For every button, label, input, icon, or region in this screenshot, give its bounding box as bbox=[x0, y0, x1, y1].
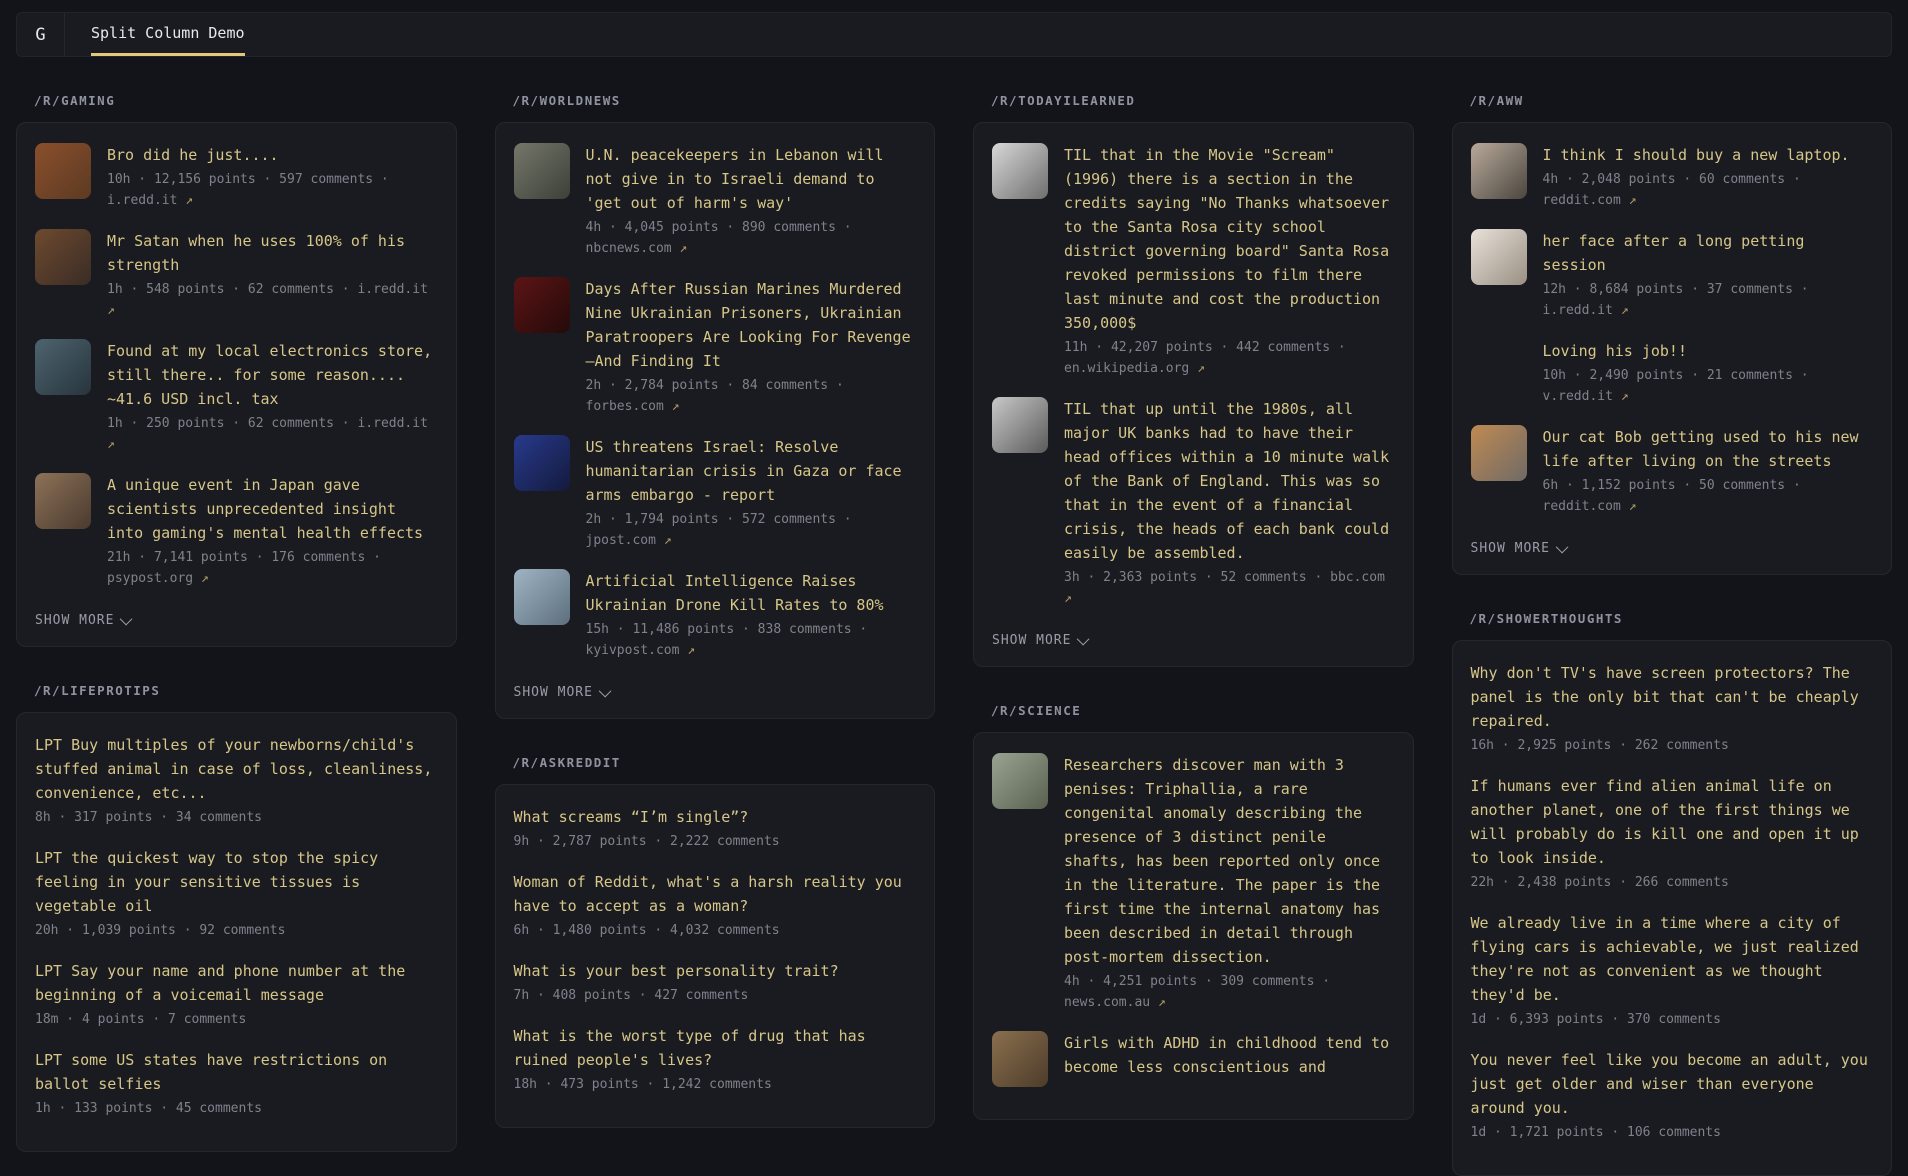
post-body bbox=[586, 435, 917, 551]
post-meta-text: 1h · 133 points · 45 comments bbox=[35, 1101, 262, 1116]
chevron-down-icon bbox=[1077, 633, 1090, 646]
post-domain-text: v.redd.it bbox=[1542, 389, 1613, 404]
post-meta-text: 11h · 42,207 points · 442 comments bbox=[1064, 340, 1331, 355]
post-title[interactable]: Mr Satan when he uses 100% of his strength bbox=[107, 232, 406, 274]
post-domain-text: jpost.com bbox=[585, 533, 656, 548]
post-meta-text: 4h · 2,048 points · 60 comments bbox=[1542, 172, 1786, 187]
post-meta-text: 1d · 1,721 points · 106 comments bbox=[1470, 1125, 1721, 1140]
chevron-down-icon bbox=[1556, 541, 1569, 554]
post-row[interactable] bbox=[35, 1048, 438, 1119]
post-row[interactable] bbox=[992, 143, 1395, 379]
post-title[interactable]: U.N. peacekeepers in Lebanon will not give in to Israeli demand to 'get out of harm's way' bbox=[585, 146, 884, 212]
post-body bbox=[586, 569, 917, 661]
subreddit-section bbox=[495, 755, 936, 1128]
post-domain-text: i.redd.it bbox=[357, 416, 428, 431]
post-domain-link[interactable] bbox=[586, 241, 688, 256]
subreddit-section bbox=[495, 93, 936, 719]
post-domain-link[interactable] bbox=[1543, 389, 1629, 404]
post-thumbnail[interactable] bbox=[1471, 229, 1527, 285]
post-body bbox=[1471, 1048, 1874, 1143]
post-thumbnail[interactable] bbox=[992, 143, 1048, 199]
post-meta-text: 4h · 4,251 points · 309 comments bbox=[1064, 974, 1315, 989]
post-meta bbox=[107, 169, 438, 211]
post-body bbox=[107, 143, 438, 211]
post-body bbox=[107, 473, 438, 589]
post-body bbox=[1064, 397, 1395, 609]
post-meta-text: 10h · 12,156 points · 597 comments bbox=[107, 172, 374, 187]
post-meta bbox=[1543, 169, 1874, 211]
post-meta bbox=[35, 920, 438, 941]
post-meta-text: 22h · 2,438 points · 266 comments bbox=[1470, 875, 1729, 890]
subreddit-section bbox=[1452, 93, 1893, 575]
post-body bbox=[1064, 753, 1395, 1013]
post-body bbox=[107, 229, 438, 321]
post-meta bbox=[1064, 337, 1395, 379]
post-meta-text: 6h · 1,152 points · 50 comments bbox=[1542, 478, 1786, 493]
post-meta-sep: · bbox=[1785, 172, 1801, 187]
feed-column bbox=[495, 57, 936, 1176]
post-meta bbox=[586, 509, 917, 551]
post-row[interactable] bbox=[514, 870, 917, 941]
post-domain-text: forbes.com bbox=[585, 399, 664, 414]
post-row[interactable] bbox=[1471, 339, 1874, 407]
post-title[interactable]: her face after a long petting session bbox=[1542, 232, 1805, 274]
post-body bbox=[35, 846, 438, 941]
post-meta-sep: · bbox=[828, 378, 844, 393]
post-thumbnail[interactable] bbox=[992, 1031, 1048, 1087]
post-domain-text: en.wikipedia.org bbox=[1064, 361, 1190, 376]
post-meta-text: 18m · 4 points · 7 comments bbox=[35, 1012, 247, 1027]
show-more-button[interactable] bbox=[992, 627, 1089, 652]
post-row[interactable] bbox=[514, 143, 917, 259]
post-title[interactable]: I think I should buy a new laptop. bbox=[1542, 146, 1850, 164]
post-body bbox=[107, 339, 438, 455]
post-meta bbox=[514, 920, 917, 941]
tab-label: Split Column Demo bbox=[91, 13, 245, 56]
post-thumbnail[interactable] bbox=[35, 229, 91, 285]
post-body bbox=[1064, 1031, 1395, 1087]
post-meta bbox=[107, 547, 438, 589]
post-row[interactable] bbox=[1471, 229, 1874, 321]
post-list-panel bbox=[495, 122, 936, 719]
post-meta bbox=[1064, 567, 1395, 609]
post-domain-link[interactable] bbox=[586, 399, 680, 414]
post-domain-text: kyivpost.com bbox=[585, 643, 680, 658]
post-row[interactable] bbox=[35, 473, 438, 589]
post-meta-text: 15h · 11,486 points · 838 comments bbox=[585, 622, 852, 637]
post-body bbox=[1064, 143, 1395, 379]
post-body bbox=[35, 733, 438, 828]
show-more-label: SHOW MORE bbox=[992, 633, 1072, 648]
post-row[interactable] bbox=[514, 569, 917, 661]
post-meta bbox=[1471, 872, 1874, 893]
post-row[interactable] bbox=[992, 1031, 1395, 1087]
post-thumbnail[interactable] bbox=[35, 473, 91, 529]
post-meta bbox=[35, 1009, 438, 1030]
post-domain-text: i.redd.it bbox=[107, 193, 178, 208]
app-logo[interactable]: G bbox=[17, 13, 65, 56]
post-title[interactable]: What is the worst type of drug that has ruined people's lives? bbox=[513, 1027, 866, 1069]
post-thumbnail bbox=[1471, 339, 1527, 395]
post-meta-sep: · bbox=[333, 416, 358, 431]
subreddit-section bbox=[16, 683, 457, 1152]
feed-column bbox=[16, 57, 457, 1176]
post-meta-text: 2h · 1,794 points · 572 comments bbox=[585, 512, 836, 527]
post-row[interactable] bbox=[35, 229, 438, 321]
external-link-icon: ↗ bbox=[107, 303, 115, 318]
post-body bbox=[35, 1048, 438, 1119]
post-domain-text: i.redd.it bbox=[357, 282, 428, 297]
show-more-label: SHOW MORE bbox=[1470, 541, 1550, 556]
post-title[interactable]: What is your best personality trait? bbox=[513, 962, 839, 980]
subreddit-header: /R/LIFEPROTIPS bbox=[34, 683, 161, 698]
post-meta-sep: · bbox=[1785, 478, 1801, 493]
post-meta bbox=[1543, 279, 1874, 321]
post-meta-text: 2h · 2,784 points · 84 comments bbox=[585, 378, 829, 393]
post-title[interactable]: We already live in a time where a city of flying cars is achievable, we just realized they're not as convenient as we thought they'd be. bbox=[1470, 914, 1859, 1004]
post-meta-text: 8h · 317 points · 34 comments bbox=[35, 810, 262, 825]
post-title[interactable]: LPT Say your name and phone number at the beginning of a voicemail message bbox=[35, 962, 406, 1004]
post-meta-sep: · bbox=[1330, 340, 1346, 355]
post-row[interactable] bbox=[992, 397, 1395, 609]
post-title[interactable]: Loving his job!! bbox=[1542, 342, 1687, 360]
show-more-label: SHOW MORE bbox=[513, 685, 593, 700]
post-title[interactable]: You never feel like you become an adult, you just get older and wiser than everyone around you. bbox=[1470, 1051, 1868, 1117]
post-meta bbox=[35, 1098, 438, 1119]
post-body bbox=[586, 143, 917, 259]
post-title[interactable]: Artificial Intelligence Raises Ukrainian Drone Kill Rates to 80% bbox=[585, 572, 884, 614]
post-meta-sep: · bbox=[851, 622, 868, 637]
post-domain-text: nbcnews.com bbox=[585, 241, 672, 256]
post-list-panel bbox=[495, 784, 936, 1128]
post-row[interactable] bbox=[1471, 425, 1874, 517]
external-link-icon: ↗ bbox=[663, 533, 672, 548]
post-thumbnail[interactable] bbox=[514, 435, 570, 491]
post-title[interactable]: Bro did he just.... bbox=[107, 146, 279, 164]
external-link-icon: ↗ bbox=[107, 437, 115, 452]
post-meta bbox=[35, 807, 438, 828]
subreddit-section bbox=[1452, 611, 1893, 1176]
post-domain-link[interactable] bbox=[586, 533, 672, 548]
post-meta-sep: · bbox=[1792, 368, 1809, 383]
top-bar bbox=[16, 12, 1892, 57]
post-title[interactable]: Our cat Bob getting used to his new life after living on the streets bbox=[1542, 428, 1859, 470]
post-title[interactable]: TIL that in the Movie "Scream" (1996) there is a section in the credits saying "No Thanks whatsoever to the Santa Rosa city school district governing board" Santa Rosa revoked permissions to film there last minute and cost the production 350,000$ bbox=[1064, 146, 1390, 332]
post-meta bbox=[514, 985, 917, 1006]
subreddit-header: /R/AWW bbox=[1469, 93, 1524, 108]
post-title[interactable]: Woman of Reddit, what's a harsh reality you have to accept as a woman? bbox=[513, 873, 902, 915]
external-link-icon: ↗ bbox=[671, 399, 680, 414]
post-meta bbox=[1064, 971, 1395, 1013]
post-title[interactable]: LPT Buy multiples of your newborns/child's stuffed animal in case of loss, cleanliness, convenience, etc... bbox=[35, 736, 433, 802]
post-meta-text: 9h · 2,787 points · 2,222 comments bbox=[513, 834, 780, 849]
post-title[interactable]: Days After Russian Marines Murdered Nine Ukrainian Prisoners, Ukrainian Paratroopers Are Looking For Revenge—And Finding It bbox=[585, 280, 911, 370]
subreddit-header: /R/TODAYILEARNED bbox=[991, 93, 1136, 108]
post-domain-text: psypost.org bbox=[107, 571, 194, 586]
chevron-down-icon bbox=[120, 613, 133, 626]
post-title[interactable]: US threatens Israel: Resolve humanitarian crisis in Gaza or face arms embargo - report bbox=[585, 438, 902, 504]
post-thumbnail[interactable] bbox=[1471, 425, 1527, 481]
post-title[interactable]: Found at my local electronics store, still there.. for some reason.... ~41.6 USD incl. tax bbox=[107, 342, 433, 408]
post-domain-link[interactable] bbox=[1064, 995, 1166, 1010]
external-link-icon: ↗ bbox=[1157, 995, 1166, 1010]
post-body bbox=[586, 277, 917, 417]
post-thumbnail[interactable] bbox=[514, 277, 570, 333]
post-meta-sep: · bbox=[1314, 974, 1331, 989]
post-title[interactable]: Girls with ADHD in childhood tend to become less conscientious and bbox=[1064, 1034, 1390, 1076]
post-meta bbox=[1471, 735, 1874, 756]
post-meta bbox=[514, 831, 917, 852]
post-meta-text: 1h · 548 points · 62 comments bbox=[107, 282, 334, 297]
post-list-panel bbox=[973, 122, 1414, 667]
post-meta bbox=[586, 375, 917, 417]
show-more-label: SHOW MORE bbox=[35, 613, 115, 628]
post-meta-text: 20h · 1,039 points · 92 comments bbox=[35, 923, 286, 938]
post-domain-text: reddit.com bbox=[1542, 499, 1621, 514]
post-title[interactable]: Why don't TV's have screen protectors? The panel is the only bit that can't be cheaply repaired. bbox=[1470, 664, 1859, 730]
external-link-icon: ↗ bbox=[1620, 389, 1629, 404]
chevron-down-icon bbox=[599, 685, 612, 698]
post-title[interactable]: A unique event in Japan gave scientists unprecedented insight into gaming's mental health effects bbox=[107, 476, 424, 542]
post-row[interactable] bbox=[514, 805, 917, 852]
post-list-panel bbox=[1452, 122, 1893, 575]
post-domain-link[interactable] bbox=[107, 193, 193, 208]
post-body bbox=[1543, 425, 1874, 517]
post-row[interactable] bbox=[35, 733, 438, 828]
post-domain-text: news.com.au bbox=[1064, 995, 1151, 1010]
post-body bbox=[1471, 774, 1874, 893]
post-meta-text: 7h · 408 points · 427 comments bbox=[513, 988, 749, 1003]
post-meta-sep: · bbox=[1792, 282, 1809, 297]
post-title[interactable]: Researchers discover man with 3 penises: Triphallia, a rare congenital anomaly describing the presence of 3 distinct penile shafts, has been reported only once in the literature. The paper is the first time the internal anatomy has been described in detail through post-mortem dissection. bbox=[1064, 756, 1381, 966]
post-meta-sep: · bbox=[333, 282, 358, 297]
subreddit-section bbox=[973, 93, 1414, 667]
subreddit-header: /R/WORLDNEWS bbox=[512, 93, 621, 108]
post-domain-link[interactable] bbox=[1543, 303, 1629, 318]
feed-column bbox=[973, 57, 1414, 1176]
post-meta-text: 6h · 1,480 points · 4,032 comments bbox=[513, 923, 780, 938]
post-body bbox=[514, 1024, 917, 1095]
external-link-icon: ↗ bbox=[1628, 499, 1637, 514]
post-list-panel bbox=[973, 732, 1414, 1120]
post-thumbnail[interactable] bbox=[514, 143, 570, 199]
post-body bbox=[1543, 143, 1874, 211]
post-body bbox=[1471, 911, 1874, 1030]
post-row[interactable] bbox=[35, 846, 438, 941]
post-meta bbox=[1543, 475, 1874, 517]
post-row[interactable] bbox=[35, 143, 438, 211]
feed-column bbox=[1452, 57, 1893, 1176]
external-link-icon: ↗ bbox=[687, 643, 696, 658]
show-more-button[interactable] bbox=[1471, 535, 1568, 560]
post-domain-text: i.redd.it bbox=[1542, 303, 1613, 318]
external-link-icon: ↗ bbox=[1064, 591, 1072, 606]
external-link-icon: ↗ bbox=[1197, 361, 1205, 376]
external-link-icon: ↗ bbox=[1628, 193, 1637, 208]
post-list-panel bbox=[1452, 640, 1893, 1176]
post-body bbox=[514, 959, 917, 1006]
post-meta-text: 4h · 4,045 points · 890 comments bbox=[585, 220, 836, 235]
post-title[interactable]: LPT the quickest way to stop the spicy feeling in your sensitive tissues is vegetable oil bbox=[35, 849, 379, 915]
subreddit-section bbox=[16, 93, 457, 647]
post-title[interactable]: What screams “I’m single”? bbox=[513, 808, 749, 826]
post-row[interactable] bbox=[1471, 143, 1874, 211]
post-meta-text: 3h · 2,363 points · 52 comments bbox=[1064, 570, 1307, 585]
post-body bbox=[514, 805, 917, 852]
post-meta-sep: · bbox=[365, 550, 381, 565]
post-title[interactable]: If humans ever find alien animal life on another planet, one of the first things we will probably do is kill one and open it up to look inside. bbox=[1470, 777, 1859, 867]
post-meta bbox=[514, 1074, 917, 1095]
post-title[interactable]: TIL that up until the 1980s, all major UK banks had to have their head offices within a 10 minute walk of the Bank of England. This was so that in the event of a financial crisis, the heads of each bank could easily be assembled. bbox=[1064, 400, 1390, 562]
post-domain-link[interactable] bbox=[1543, 499, 1637, 514]
post-meta-sep: · bbox=[373, 172, 389, 187]
post-domain-link[interactable] bbox=[1064, 361, 1205, 376]
columns-grid bbox=[0, 57, 1908, 1176]
show-more-button[interactable] bbox=[514, 679, 611, 704]
post-row[interactable] bbox=[35, 339, 438, 455]
tab-split-column-demo[interactable] bbox=[65, 13, 271, 56]
post-row[interactable] bbox=[514, 435, 917, 551]
post-domain-text: reddit.com bbox=[1542, 193, 1621, 208]
subreddit-header: /R/SHOWERTHOUGHTS bbox=[1469, 611, 1623, 626]
post-meta-text: 18h · 473 points · 1,242 comments bbox=[513, 1077, 772, 1092]
post-meta bbox=[107, 413, 438, 455]
post-row[interactable] bbox=[514, 277, 917, 417]
post-thumbnail[interactable] bbox=[35, 143, 91, 199]
post-domain-link[interactable] bbox=[1543, 193, 1637, 208]
post-list-panel bbox=[16, 712, 457, 1152]
post-row[interactable] bbox=[1471, 911, 1874, 1030]
post-meta-text: 1d · 6,393 points · 370 comments bbox=[1470, 1012, 1721, 1027]
post-meta bbox=[586, 619, 917, 661]
subreddit-section bbox=[973, 703, 1414, 1120]
post-domain-link[interactable] bbox=[586, 643, 696, 658]
show-more-button[interactable] bbox=[35, 607, 132, 632]
subreddit-header: /R/ASKREDDIT bbox=[512, 755, 621, 770]
post-meta bbox=[107, 279, 438, 321]
post-row[interactable] bbox=[514, 959, 917, 1006]
post-row[interactable] bbox=[992, 753, 1395, 1013]
subreddit-header: /R/GAMING bbox=[34, 93, 116, 108]
post-domain-text: bbc.com bbox=[1330, 570, 1385, 585]
post-meta bbox=[1471, 1122, 1874, 1143]
external-link-icon: ↗ bbox=[1620, 303, 1629, 318]
post-meta-text: 16h · 2,925 points · 262 comments bbox=[1470, 738, 1729, 753]
post-thumbnail[interactable] bbox=[992, 397, 1048, 453]
post-body bbox=[35, 959, 438, 1030]
post-meta-sep: · bbox=[835, 512, 852, 527]
post-thumbnail[interactable] bbox=[514, 569, 570, 625]
post-meta-text: 10h · 2,490 points · 21 comments bbox=[1542, 368, 1793, 383]
post-row[interactable] bbox=[1471, 661, 1874, 756]
post-meta bbox=[1471, 1009, 1874, 1030]
external-link-icon: ↗ bbox=[185, 193, 194, 208]
post-row[interactable] bbox=[514, 1024, 917, 1095]
post-body bbox=[1543, 339, 1874, 407]
post-row[interactable] bbox=[1471, 1048, 1874, 1143]
post-row[interactable] bbox=[35, 959, 438, 1030]
post-meta bbox=[586, 217, 917, 259]
post-body bbox=[1543, 229, 1874, 321]
post-row[interactable] bbox=[1471, 774, 1874, 893]
post-meta-sep: · bbox=[835, 220, 852, 235]
post-thumbnail[interactable] bbox=[35, 339, 91, 395]
post-meta-text: 21h · 7,141 points · 176 comments bbox=[107, 550, 366, 565]
post-thumbnail[interactable] bbox=[1471, 143, 1527, 199]
external-link-icon: ↗ bbox=[200, 571, 209, 586]
post-meta bbox=[1543, 365, 1874, 407]
post-meta-sep: · bbox=[1306, 570, 1331, 585]
post-meta-text: 12h · 8,684 points · 37 comments bbox=[1542, 282, 1793, 297]
post-domain-link[interactable] bbox=[107, 571, 209, 586]
post-body bbox=[514, 870, 917, 941]
post-title[interactable]: LPT some US states have restrictions on ballot selfies bbox=[35, 1051, 388, 1093]
subreddit-header: /R/SCIENCE bbox=[991, 703, 1082, 718]
external-link-icon: ↗ bbox=[679, 241, 688, 256]
post-meta-text: 1h · 250 points · 62 comments bbox=[107, 416, 334, 431]
post-thumbnail[interactable] bbox=[992, 753, 1048, 809]
post-list-panel bbox=[16, 122, 457, 647]
post-body bbox=[1471, 661, 1874, 756]
